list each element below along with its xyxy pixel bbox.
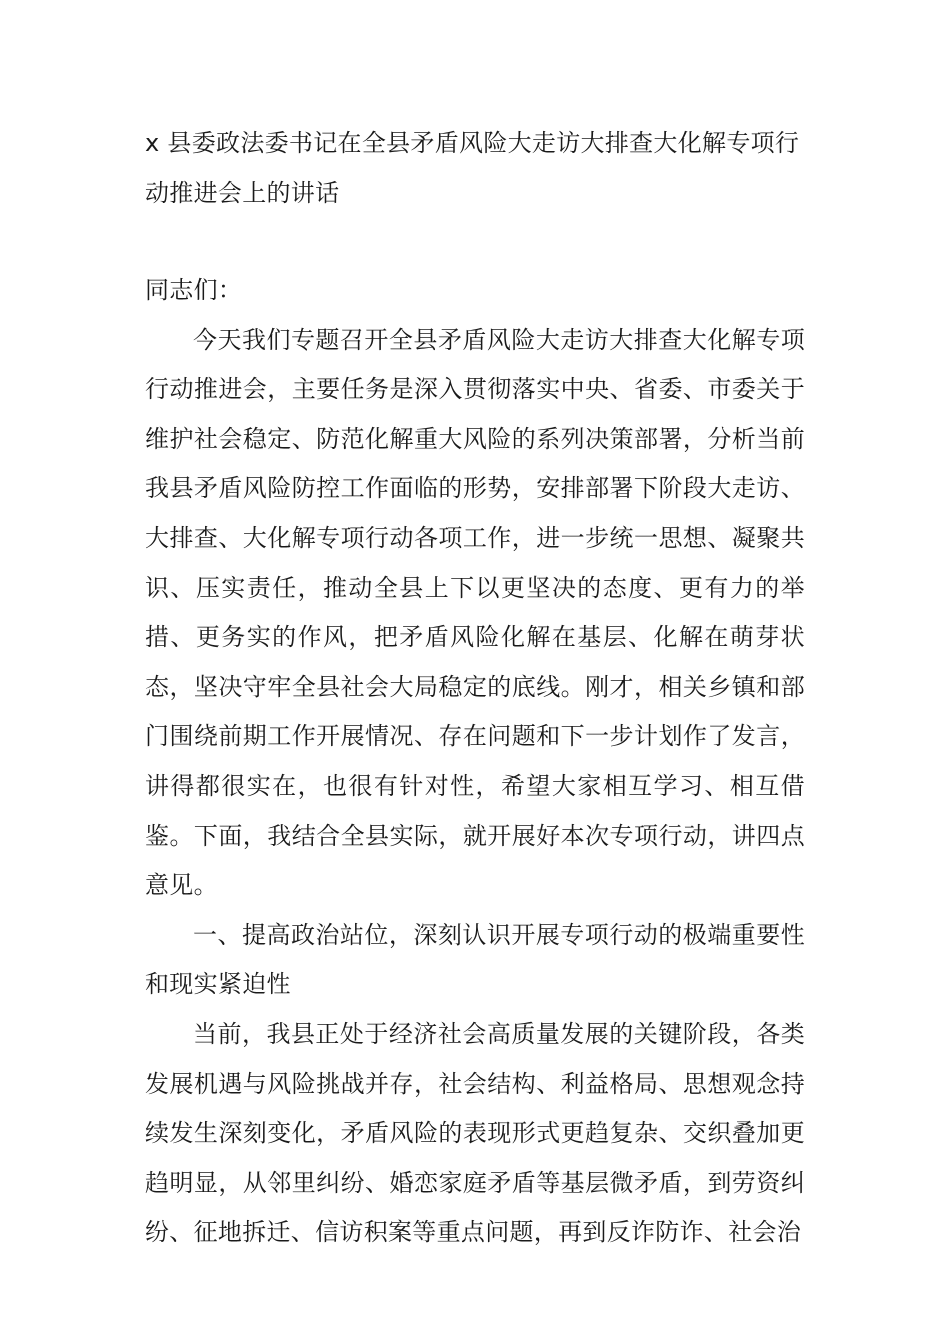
section-heading-1: 一、提高政治站位，深刻认识开展专项行动的极端重要性和现实紧迫性: [145, 920, 805, 999]
salutation: 同志们：: [145, 276, 243, 304]
document-title: x 县委政法委书记在全县矛盾风险大走访大排查大化解专项行动推进会上的讲话: [145, 129, 800, 207]
document-body: [145, 266, 805, 1258]
paragraph-situation: 当前，我县正处于经济社会高质量发展的关键阶段，各类发展机遇与风险挑战并存，社会结构、利益格局、思想观念持续发生深刻变化，矛盾风险的表现形式更趋复杂、交织叠加更趋明显，从邻里纠纷、婚恋家庭矛盾等基层微矛盾，到劳资纠纷、征地拆迁、信访积案等重点问题，再到反诈防诈、社会治: [145, 1019, 805, 1247]
paragraph-intro: 今天我们专题召开全县矛盾风险大走访大排查大化解专项行动推进会，主要任务是深入贯彻落实中央、省委、市委关于维护社会稳定、防范化解重大风险的系列决策部署，分析当前我县矛盾风险防控工作面临的形势，安排部署下阶段大走访、大排查、大化解专项行动各项工作，进一步统一思想、凝聚共识、压实责任，推动全县上下以更坚决的态度、更有力的举措、更务实的作风，把矛盾风险化解在基层、化解在萌芽状态，坚决守牢全县社会大局稳定的底线。刚才，相关乡镇和部门围绕前期工作开展情况、存在问题和下一步计划作了发言，讲得都很实在，也很有针对性，希望大家相互学习、相互借鉴。下面，我结合全县实际，就开展好本次专项行动，讲四点意见。: [145, 325, 805, 900]
